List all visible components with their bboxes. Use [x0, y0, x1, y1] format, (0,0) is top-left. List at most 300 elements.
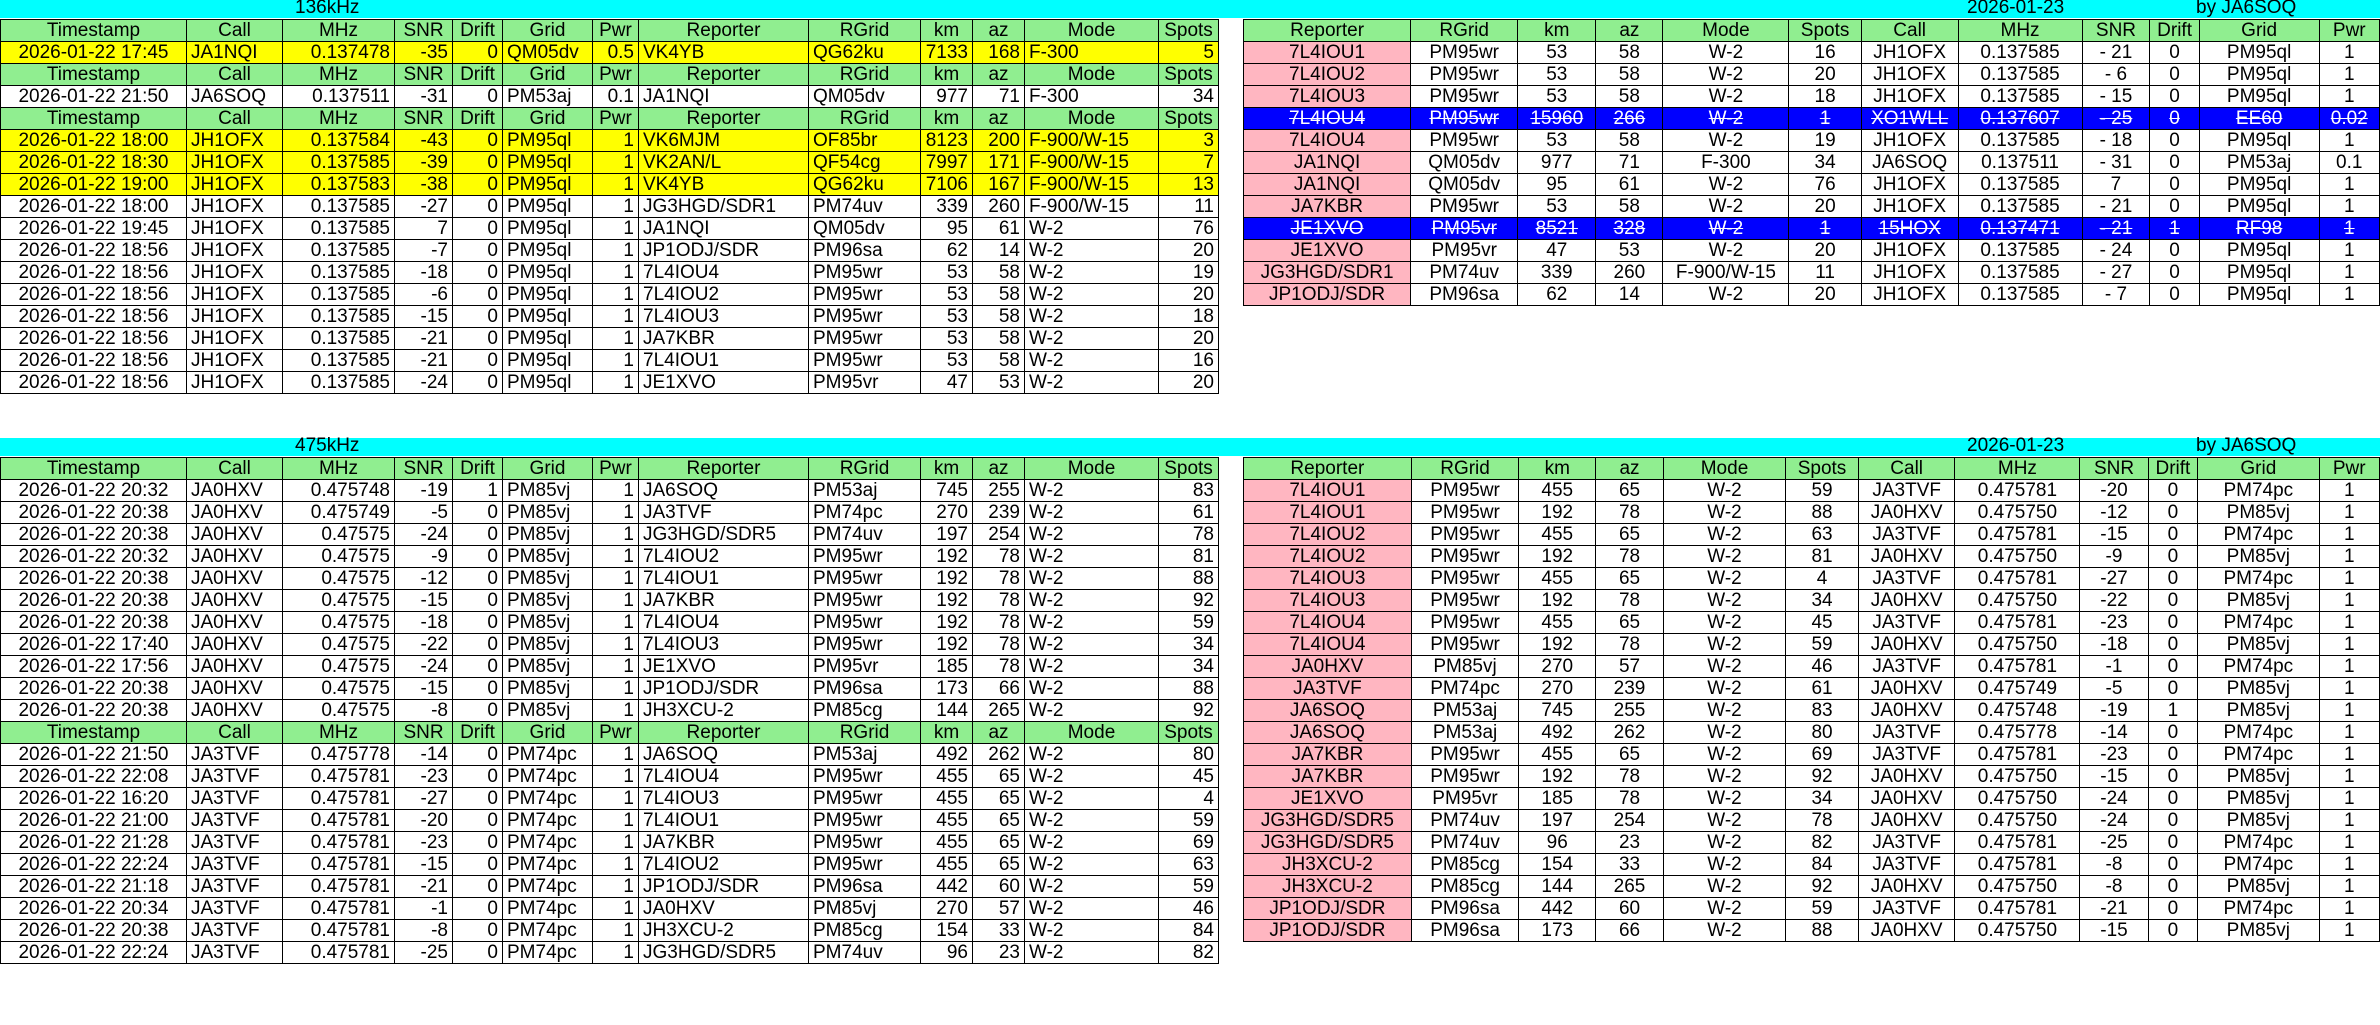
table-row: [1244, 854, 2380, 876]
table-cell: 1: [2319, 502, 2380, 524]
table-cell: 270: [1519, 656, 1596, 678]
table-row: [1, 502, 1219, 524]
table-cell: 2026-01-22 20:38: [1, 612, 187, 634]
table-cell: PM95ql: [503, 218, 593, 240]
table-cell: PM74pc: [2198, 898, 2319, 920]
table-cell: JA6SOQ: [1244, 700, 1412, 722]
table-cell: 0.137585: [283, 218, 395, 240]
table-cell: W-2: [1025, 876, 1159, 898]
table-cell: 15HOX: [1861, 218, 1958, 240]
table-cell: JA0HXV: [639, 898, 809, 920]
table-cell: W-2: [1663, 174, 1789, 196]
table-cell: 1: [593, 744, 639, 766]
table-cell: 0: [2148, 810, 2198, 832]
table-cell: W-2: [1663, 788, 1785, 810]
table-cell: 34: [1786, 590, 1859, 612]
spots-table-136khz-by-call: [0, 19, 1219, 394]
table-cell: 0: [453, 240, 503, 262]
table-cell: 1: [593, 546, 639, 568]
table-cell: 0: [453, 634, 503, 656]
table-cell: 455: [1519, 568, 1596, 590]
table-cell: 0: [453, 174, 503, 196]
table-cell: PM95wr: [809, 788, 921, 810]
table-cell: 66: [973, 678, 1025, 700]
column-header: MHz: [283, 20, 395, 42]
table-cell: 0.475750: [1955, 788, 2080, 810]
table-cell: 2026-01-22 20:38: [1, 920, 187, 942]
column-header: km: [921, 108, 973, 130]
column-header: Spots: [1159, 722, 1219, 744]
table-cell: 0.475781: [1955, 524, 2080, 546]
table-cell: 144: [1519, 876, 1596, 898]
table-cell: W-2: [1025, 612, 1159, 634]
table-cell: 0: [2148, 832, 2198, 854]
table-cell: JA3TVF: [1858, 612, 1955, 634]
table-cell: 34: [1159, 634, 1219, 656]
table-cell: PM74uv: [1411, 810, 1519, 832]
table-cell: PM85vj: [809, 898, 921, 920]
table-cell: - 18: [2082, 130, 2150, 152]
table-cell: 0: [453, 612, 503, 634]
table-cell: PM74pc: [2198, 656, 2319, 678]
table-cell: 78: [1596, 546, 1664, 568]
table-cell: 0.137585: [1958, 284, 2082, 306]
table-cell: QG62ku: [809, 42, 921, 64]
table-cell: 0.137584: [283, 130, 395, 152]
table-cell: JA1NQI: [639, 86, 809, 108]
table-cell: 82: [1159, 942, 1219, 964]
band-136khz: [0, 0, 2380, 18]
table-row: [1, 306, 1219, 328]
table-cell: 7L4IOU4: [1244, 634, 1412, 656]
column-header: az: [973, 722, 1025, 744]
table-cell: 78: [973, 612, 1025, 634]
table-cell: 58: [1596, 86, 1663, 108]
table-cell: 144: [921, 700, 973, 722]
table-cell: 45: [1159, 766, 1219, 788]
table-cell: -6: [395, 284, 453, 306]
table-cell: 745: [921, 480, 973, 502]
table-cell: JH1OFX: [187, 196, 283, 218]
table-cell: PM74pc: [2198, 832, 2319, 854]
table-cell: JH1OFX: [187, 262, 283, 284]
table-row: [1244, 262, 2380, 284]
table-cell: JA3TVF: [1858, 898, 1955, 920]
table-cell: PM74pc: [2198, 722, 2319, 744]
column-header: az: [973, 64, 1025, 86]
table-cell: W-2: [1025, 920, 1159, 942]
table-cell: 81: [1159, 546, 1219, 568]
table-cell: 0.475778: [283, 744, 395, 766]
table-cell: 0.1: [593, 86, 639, 108]
table-cell: 65: [1596, 524, 1664, 546]
table-cell: 239: [1596, 678, 1664, 700]
table-cell: -21: [395, 350, 453, 372]
table-row: [1244, 108, 2380, 130]
table-cell: PM95ql: [2199, 284, 2319, 306]
table-cell: 53: [1518, 42, 1596, 64]
table-cell: 19: [1789, 130, 1861, 152]
table-cell: 0: [2150, 42, 2199, 64]
table-cell: 455: [1519, 480, 1596, 502]
column-header: Drift: [453, 108, 503, 130]
table-cell: 59: [1159, 876, 1219, 898]
table-cell: 59: [1159, 810, 1219, 832]
table-row: [1, 788, 1219, 810]
table-cell: 262: [973, 744, 1025, 766]
table-cell: W-2: [1025, 766, 1159, 788]
table-row: [1244, 876, 2380, 898]
table-cell: VK4YB: [639, 42, 809, 64]
table-cell: 18: [1789, 86, 1861, 108]
table-cell: PM95wr: [1411, 130, 1518, 152]
table-cell: QM05dv: [503, 42, 593, 64]
table-cell: 96: [921, 942, 973, 964]
table-cell: W-2: [1025, 502, 1159, 524]
table-cell: -20: [2080, 480, 2148, 502]
date-label: 2026-01-23: [1967, 0, 2065, 18]
table-cell: 47: [1518, 240, 1596, 262]
table-cell: 2026-01-22 18:00: [1, 130, 187, 152]
table-cell: 270: [921, 898, 973, 920]
table-cell: JA0HXV: [1858, 678, 1955, 700]
table-cell: 0: [453, 656, 503, 678]
table-row: [1, 152, 1219, 174]
table-cell: 1: [2319, 64, 2379, 86]
table-cell: JA3TVF: [187, 942, 283, 964]
table-row: [1, 372, 1219, 394]
table-cell: PM85cg: [1411, 876, 1519, 898]
table-cell: 977: [921, 86, 973, 108]
table-cell: -15: [395, 306, 453, 328]
header-row: [1, 722, 1219, 744]
table-cell: 1: [2319, 788, 2380, 810]
table-cell: PM85cg: [1411, 854, 1519, 876]
table-cell: PM74uv: [809, 196, 921, 218]
table-cell: JA0HXV: [187, 612, 283, 634]
table-cell: JA6SOQ: [1861, 152, 1958, 174]
column-header: Pwr: [2319, 20, 2379, 42]
table-cell: 53: [1518, 64, 1596, 86]
table-cell: 0: [453, 700, 503, 722]
table-row: [1244, 700, 2380, 722]
table-cell: JH3XCU-2: [639, 920, 809, 942]
table-cell: 192: [1519, 546, 1596, 568]
column-header: Pwr: [593, 458, 639, 480]
column-header: SNR: [395, 20, 453, 42]
table-cell: 2026-01-22 18:56: [1, 306, 187, 328]
table-row: [1244, 832, 2380, 854]
table-cell: -12: [2080, 502, 2148, 524]
table-cell: 7L4IOU2: [639, 854, 809, 876]
table-cell: 88: [1786, 502, 1859, 524]
table-cell: 0.137585: [1958, 86, 2082, 108]
table-cell: 23: [973, 942, 1025, 964]
table-cell: PM95wr: [1411, 612, 1519, 634]
table-cell: 34: [1159, 656, 1219, 678]
table-row: [1, 700, 1219, 722]
table-cell: 1: [2319, 832, 2380, 854]
table-cell: 59: [1786, 634, 1859, 656]
table-cell: 0: [453, 678, 503, 700]
table-cell: 65: [973, 788, 1025, 810]
table-cell: 0: [453, 766, 503, 788]
table-cell: W-2: [1663, 810, 1785, 832]
table-cell: 0.475778: [1955, 722, 2080, 744]
table-cell: -18: [395, 262, 453, 284]
table-cell: 1: [2319, 284, 2379, 306]
table-cell: 65: [973, 766, 1025, 788]
table-cell: PM95ql: [2199, 130, 2319, 152]
table-cell: 15960: [1518, 108, 1596, 130]
table-cell: 1: [593, 328, 639, 350]
table-cell: 0.475749: [283, 502, 395, 524]
table-cell: 8521: [1518, 218, 1596, 240]
table-cell: -9: [2080, 546, 2148, 568]
column-header: Reporter: [639, 64, 809, 86]
table-cell: JA0HXV: [187, 656, 283, 678]
table-row: [1, 876, 1219, 898]
table-row: [1, 832, 1219, 854]
table-cell: JH1OFX: [1861, 240, 1958, 262]
table-cell: 53: [973, 372, 1025, 394]
table-cell: JH1OFX: [187, 372, 283, 394]
table-cell: 20: [1789, 284, 1861, 306]
table-cell: 0.475750: [1955, 590, 2080, 612]
table-cell: JA1NQI: [187, 42, 283, 64]
table-cell: 1: [593, 480, 639, 502]
table-cell: 192: [1519, 502, 1596, 524]
table-cell: 1: [2319, 700, 2380, 722]
table-cell: 0: [453, 920, 503, 942]
column-header: SNR: [395, 64, 453, 86]
table-cell: 0: [453, 86, 503, 108]
table-cell: 69: [1786, 744, 1859, 766]
column-header: km: [921, 722, 973, 744]
table-cell: PM95vr: [1411, 788, 1519, 810]
table-cell: W-2: [1663, 612, 1785, 634]
table-row: [1244, 86, 2380, 108]
table-cell: 0.1: [2319, 152, 2379, 174]
table-cell: W-2: [1663, 546, 1785, 568]
table-cell: 20: [1159, 284, 1219, 306]
table-cell: W-2: [1025, 854, 1159, 876]
table-cell: 0.475781: [1955, 656, 2080, 678]
table-cell: 7L4IOU2: [639, 284, 809, 306]
table-cell: 0: [2150, 174, 2199, 196]
table-cell: 0.475781: [283, 854, 395, 876]
column-header: Grid: [503, 64, 593, 86]
table-row: [1, 898, 1219, 920]
table-cell: -22: [395, 634, 453, 656]
table-cell: 1: [2319, 218, 2379, 240]
table-cell: 4: [1786, 568, 1859, 590]
table-cell: 1: [593, 174, 639, 196]
table-cell: 1: [1789, 108, 1861, 130]
table-cell: 0: [2148, 898, 2198, 920]
table-cell: JH1OFX: [187, 306, 283, 328]
table-cell: W-2: [1663, 524, 1785, 546]
column-header: Call: [187, 722, 283, 744]
table-cell: 47: [921, 372, 973, 394]
table-cell: JA6SOQ: [639, 744, 809, 766]
table-cell: -43: [395, 130, 453, 152]
table-cell: JE1XVO: [1244, 240, 1411, 262]
table-cell: PM74uv: [809, 942, 921, 964]
column-header: Spots: [1159, 108, 1219, 130]
table-cell: 0.475750: [1955, 546, 2080, 568]
table-cell: 20: [1159, 240, 1219, 262]
table-cell: 61: [1786, 678, 1859, 700]
table-cell: 2026-01-22 18:56: [1, 350, 187, 372]
table-cell: JE1XVO: [639, 656, 809, 678]
table-cell: EE60: [2199, 108, 2319, 130]
table-cell: -7: [395, 240, 453, 262]
table-cell: 58: [973, 350, 1025, 372]
table-cell: 0.137585: [1958, 196, 2082, 218]
table-cell: JA3TVF: [1858, 854, 1955, 876]
table-cell: 0.47575: [283, 546, 395, 568]
table-cell: 0.475781: [283, 942, 395, 964]
table-cell: 7L4IOU1: [639, 350, 809, 372]
table-cell: 1: [593, 854, 639, 876]
table-cell: 492: [921, 744, 973, 766]
table-cell: JH1OFX: [187, 130, 283, 152]
table-cell: 76: [1159, 218, 1219, 240]
table-cell: -24: [395, 524, 453, 546]
table-cell: 88: [1159, 568, 1219, 590]
table-cell: 0.475781: [283, 810, 395, 832]
table-cell: PM95wr: [809, 306, 921, 328]
table-cell: 65: [973, 810, 1025, 832]
table-cell: 265: [973, 700, 1025, 722]
table-cell: 53: [921, 262, 973, 284]
table-cell: JH1OFX: [1861, 262, 1958, 284]
table-cell: W-2: [1663, 196, 1789, 218]
table-cell: 0.475781: [1955, 898, 2080, 920]
table-cell: W-2: [1663, 502, 1785, 524]
table-cell: 0: [453, 590, 503, 612]
table-cell: 2026-01-22 20:38: [1, 502, 187, 524]
table-cell: 1: [593, 766, 639, 788]
table-cell: JA0HXV: [1858, 788, 1955, 810]
table-cell: PM85vj: [2198, 634, 2319, 656]
table-cell: 0.47575: [283, 656, 395, 678]
column-header: SNR: [2082, 20, 2150, 42]
table-cell: JA7KBR: [1244, 196, 1411, 218]
table-cell: JA0HXV: [1858, 700, 1955, 722]
table-cell: 1: [593, 920, 639, 942]
table-cell: PM95wr: [1411, 524, 1519, 546]
table-cell: 168: [973, 42, 1025, 64]
table-cell: 7L4IOU4: [639, 612, 809, 634]
table-cell: 65: [1596, 480, 1664, 502]
table-cell: PM95wr: [809, 568, 921, 590]
table-cell: W-2: [1025, 240, 1159, 262]
table-cell: 0.47575: [283, 590, 395, 612]
table-cell: 7L4IOU4: [639, 262, 809, 284]
table-cell: 0.475750: [1955, 920, 2080, 942]
table-cell: JH1OFX: [187, 152, 283, 174]
table-cell: 20: [1789, 64, 1861, 86]
table-cell: 53: [921, 284, 973, 306]
table-cell: 0.137585: [1958, 240, 2082, 262]
table-cell: 0.475781: [1955, 832, 2080, 854]
table-cell: 18: [1159, 306, 1219, 328]
table-cell: PM74pc: [503, 920, 593, 942]
table-row: [1, 524, 1219, 546]
byline-label: by JA6SOQ: [2196, 435, 2297, 456]
table-cell: PM53aj: [1411, 700, 1519, 722]
table-cell: PM53aj: [809, 744, 921, 766]
table-cell: PM95wr: [809, 612, 921, 634]
table-cell: W-2: [1663, 240, 1789, 262]
table-cell: F-300: [1663, 152, 1789, 174]
table-cell: 14: [1596, 284, 1663, 306]
table-cell: PM85cg: [809, 920, 921, 942]
table-cell: 58: [973, 328, 1025, 350]
table-cell: PM74uv: [1411, 832, 1519, 854]
table-cell: 8123: [921, 130, 973, 152]
table-cell: 2026-01-22 20:34: [1, 898, 187, 920]
table-cell: PM95ql: [2199, 174, 2319, 196]
table-cell: 7L4IOU4: [1244, 612, 1412, 634]
table-cell: JG3HGD/SDR5: [1244, 810, 1412, 832]
column-header: RGrid: [809, 722, 921, 744]
table-cell: 78: [973, 546, 1025, 568]
table-row: [1, 130, 1219, 152]
table-cell: OF85br: [809, 130, 921, 152]
table-cell: PM95ql: [503, 306, 593, 328]
table-cell: 0.47575: [283, 700, 395, 722]
table-cell: 53: [1596, 240, 1663, 262]
table-cell: QM05dv: [809, 86, 921, 108]
table-cell: RF98: [2199, 218, 2319, 240]
column-header: Spots: [1789, 20, 1861, 42]
table-cell: 455: [1519, 524, 1596, 546]
table-cell: W-2: [1025, 634, 1159, 656]
table-row: [1244, 284, 2380, 306]
table-cell: 92: [1786, 876, 1859, 898]
table-cell: -27: [395, 196, 453, 218]
table-cell: PM74pc: [503, 810, 593, 832]
column-header: Mode: [1663, 20, 1789, 42]
table-cell: JG3HGD/SDR1: [639, 196, 809, 218]
column-header: Mode: [1025, 64, 1159, 86]
table-cell: JA1NQI: [639, 218, 809, 240]
table-cell: 33: [1596, 854, 1664, 876]
table-cell: QF54cg: [809, 152, 921, 174]
table-cell: 34: [1786, 788, 1859, 810]
table-cell: 197: [1519, 810, 1596, 832]
table-cell: -39: [395, 152, 453, 174]
table-cell: PM95ql: [2199, 262, 2319, 284]
table-cell: 58: [1596, 196, 1663, 218]
table-cell: 173: [1519, 920, 1596, 942]
table-cell: 2026-01-22 20:32: [1, 546, 187, 568]
table-cell: PM85vj: [2198, 876, 2319, 898]
band-475khz: [0, 435, 2380, 456]
column-header: Pwr: [2319, 458, 2380, 480]
table-cell: 0.475781: [1955, 744, 2080, 766]
table-cell: 0: [2150, 262, 2199, 284]
table-cell: 0.47575: [283, 524, 395, 546]
table-cell: 1: [2148, 700, 2198, 722]
table-cell: W-2: [1663, 130, 1789, 152]
table-cell: 2026-01-22 17:56: [1, 656, 187, 678]
table-cell: PM95wr: [1411, 766, 1519, 788]
table-cell: 0.47575: [283, 634, 395, 656]
